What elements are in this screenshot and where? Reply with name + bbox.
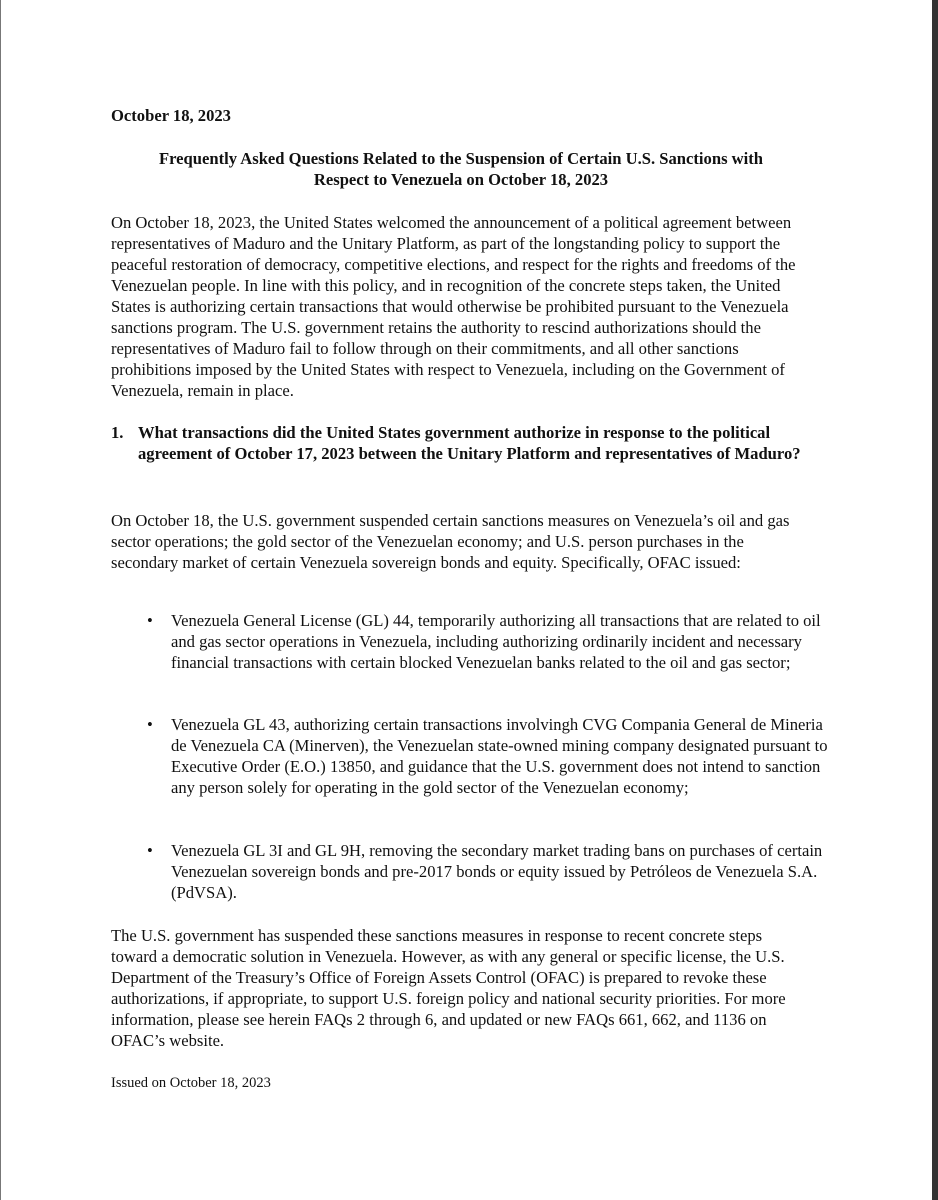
page-edge-left: [0, 0, 1, 1200]
intro-paragraph: On October 18, 2023, the United States welcomed the announcement of a political agreement between representatives of Maduro and the Unitary Platform, as part of the longstanding policy to support the peaceful restoration of democracy, competitive elections, and respect for the rights and freedoms of the Venezuelan people. In line with this policy, and in recognition of the concrete steps taken, the United States is authorizing certain transactions that would otherwise be prohibited pursuant to the Venezuela sanctions program. The U.S. government retains the authority to rescind authorizations should the representatives of Maduro fail to follow through on their commitments, and all other sanctions prohibitions imposed by the United States with respect to Venezuela, including on the Government of Venezuela, remain in place.: [111, 213, 796, 400]
title-line-1: Frequently Asked Questions Related to the Suspension of Certain U.S. Sanctions with: [158, 149, 764, 168]
issued-date: Issued on October 18, 2023: [111, 1075, 271, 1091]
title-line-2: Respect to Venezuela on October 18, 2023: [313, 170, 609, 189]
question-number: 1.: [111, 423, 124, 442]
question-text: What transactions did the United States government authorize in response to the political agreement of October 17, 2023 between the Unitary Platform and representatives of Maduro?: [138, 423, 801, 463]
closing-paragraph: The U.S. government has suspended these sanctions measures in response to recent concrete steps toward a democratic solution in Venezuela. However, as with any general or specific license, the U.S. Department of the Treasury’s Office of Foreign Assets Control (OFAC) is prepared to revoke these authorizations, if appropriate, to support U.S. foreign policy and national security priorities. For more information, please see herein FAQs 2 through 6, and updated or new FAQs 661, 662, and 1136 on OFAC’s website.: [111, 926, 786, 1050]
list-item-text: Venezuela GL 43, authorizing certain transactions involvingh CVG Compania General de Mineria de Venezuela CA (Minerven), the Venezuelan state-owned mining company designated pursuant to Executive Order (E.O.) 13850, and guidance that the U.S. government does not intend to sanction any person solely for operating in the gold sector of the Venezuelan economy;: [171, 715, 828, 797]
list-item-text: Venezuela GL 3I and GL 9H, removing the secondary market trading bans on purchases of certain Venezuelan sovereign bonds and pre-2017 bonds or equity issued by Petróleos de Venezuela S.A. (PdVSA).: [171, 841, 823, 902]
bullet-icon: •: [147, 715, 153, 734]
document-date: October 18, 2023: [111, 106, 231, 125]
scrollbar-edge: [932, 0, 938, 1200]
list-item-text: Venezuela General License (GL) 44, temporarily authorizing all transactions that are related to oil and gas sector operations in Venezuela, including authorizing ordinarily incident and necessary financial transactions with certain blocked Venezuelan banks related to the oil and gas sector;: [171, 611, 821, 672]
document-title: [111, 148, 811, 190]
answer-paragraph: On October 18, the U.S. government suspended certain sanctions measures on Venezuela’s oil and gas sector operations; the gold sector of the Venezuelan economy; and U.S. person purchases in the secondary market of certain Venezuela sovereign bonds and equity. Specifically, OFAC issued:: [111, 511, 790, 572]
bullet-icon: •: [147, 841, 153, 860]
bullet-icon: •: [147, 611, 153, 630]
